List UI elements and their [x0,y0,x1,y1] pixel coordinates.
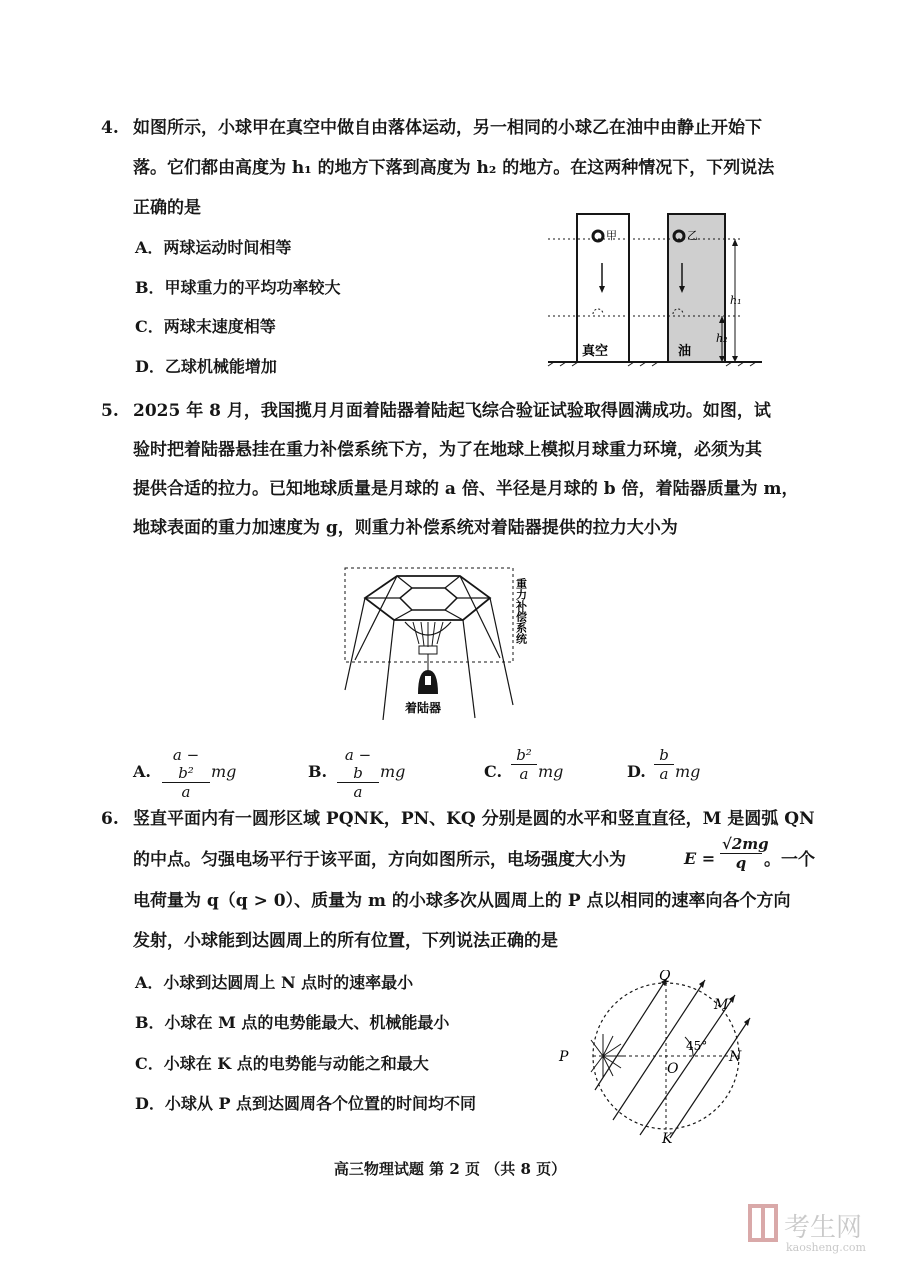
connector [419,646,437,654]
q5-option-c-letter: C. [484,762,503,781]
point-k: K [662,1131,673,1145]
q5-line-2: 验时把着陆器悬挂在重力补偿系统下方，为了在地球上模拟月球重力环境，必须为其 [133,440,762,460]
q5-option-c-num: b² [511,746,537,765]
q5-line-4: 地球表面的重力加速度为 g，则重力补偿系统对着陆器提供的拉力大小为 [133,518,678,538]
point-p: P [559,1049,569,1065]
q5-option-d-frac [654,746,674,783]
q6-option-a: A．小球到达圆周上 N 点时的速率最小 [135,973,414,992]
page-footer: 高三物理试题 第 2 页 （共 8 页） [333,1160,567,1178]
angle-label: 45° [686,1039,708,1053]
point-m: M [714,997,729,1013]
q5-number: 5. [101,401,119,421]
q5-line-1: 2025 年 8 月，我国揽月月面着陆器着陆起飞综合验证试验取得圆满成功。如图，试 [133,401,771,421]
q5-option-b-den: a [353,783,363,801]
q5-option-b-frac [337,746,379,801]
q6-field-frac [720,835,769,872]
q6-number: 6. [101,809,119,829]
q6-field-den: q [735,854,747,872]
q5-option-d-den: a [659,765,669,783]
q6-line-1: 竖直平面内有一圆形区域 PQNK，PN、KQ 分别是圆的水平和竖直直径，M 是圆弧 QN [133,809,815,829]
q5-option-b-tail: mg [380,762,406,781]
q6-field-lhs: E = [684,849,716,868]
system-label: 重力补偿系统 [514,578,528,644]
q5-option-b-num: a − b [337,746,379,783]
q6-field-tail: 。一个 [764,850,815,870]
launch-arrows [591,1034,625,1078]
q5-line-3: 提供合适的拉力。已知地球质量是月球的 a 倍、半径是月球的 b 倍，着陆器质量为 m， [133,479,799,499]
h1-label: h₁ [730,294,742,307]
q5-option-d-tail: mg [675,762,701,781]
watermark [742,1196,882,1256]
q5-option-b-letter: B. [308,762,328,781]
q6-figure [555,970,755,1145]
q5-option-a-num: a − b² [162,746,210,783]
q6-option-b: B．小球在 M 点的电势能最大、机械能最小 [135,1013,450,1032]
q5-option-c-frac [511,746,537,783]
ball-a-label: 甲 [606,229,617,242]
q5-option-a-den: a [181,783,191,801]
q6-field-num: √2mg [722,835,769,853]
q6-line-3: 电荷量为 q（q > 0）、质量为 m 的小球多次从圆周上的 P 点以相同的速率向各个方向 [133,891,791,911]
h2-label: h₂ [716,332,728,345]
q5-option-a-letter: A. [133,762,151,781]
q4-line-1: 如图所示，小球甲在真空中做自由落体运动，另一相同的小球乙在油中由静止开始下 [133,118,762,138]
q4-number: 4. [101,118,119,138]
vacuum-label: 真空 [582,344,609,359]
q5-option-c-tail: mg [538,762,564,781]
q4-figure [540,208,770,373]
ball-b-label: 乙 [687,229,698,242]
lander-hex [400,588,457,610]
lander-window [425,676,431,685]
q4-line-3: 正确的是 [133,198,201,218]
q5-option-d-num: b [654,746,674,765]
watermark-brand: 考生网 [784,1213,863,1243]
lander-label: 着陆器 [405,701,442,715]
q6-line-4: 发射，小球能到达圆周上的所有位置，下列说法正确的是 [133,931,558,951]
point-n: N [729,1049,742,1065]
point-o: O [667,1061,679,1077]
q5-option-c-den: a [519,765,529,783]
q5-option-d-letter: D. [627,762,646,781]
q4-option-b: B．甲球重力的平均功率较大 [135,278,341,297]
q4-option-d: D．乙球机械能增加 [135,357,277,376]
q5-option-a-tail: mg [211,762,237,781]
ball-a-end [593,309,603,314]
q4-option-a: A．两球运动时间相等 [135,238,292,257]
point-q: Q [659,970,671,984]
q4-line-2: 落。它们都由高度为 h₁ 的地方下落到高度为 h₂ 的地方。在这两种情况下，下列说法 [133,158,775,178]
oil-label: 油 [678,344,692,359]
q6-option-c: C．小球在 K 点的电势能与动能之和最大 [135,1054,429,1073]
q5-option-a-frac [162,746,210,801]
compensation-box [345,568,513,662]
q4-option-c: C．两球末速度相等 [135,317,276,336]
q6-option-d: D．小球从 P 点到达圆周各个位置的时间均不同 [135,1094,477,1113]
q5-figure [335,560,550,720]
q6-line-2: 的中点。匀强电场平行于该平面，方向如图所示，电场强度大小为 [133,850,626,870]
arrow-a-head [599,286,605,293]
watermark-url: kaosheng.com [786,1241,866,1254]
